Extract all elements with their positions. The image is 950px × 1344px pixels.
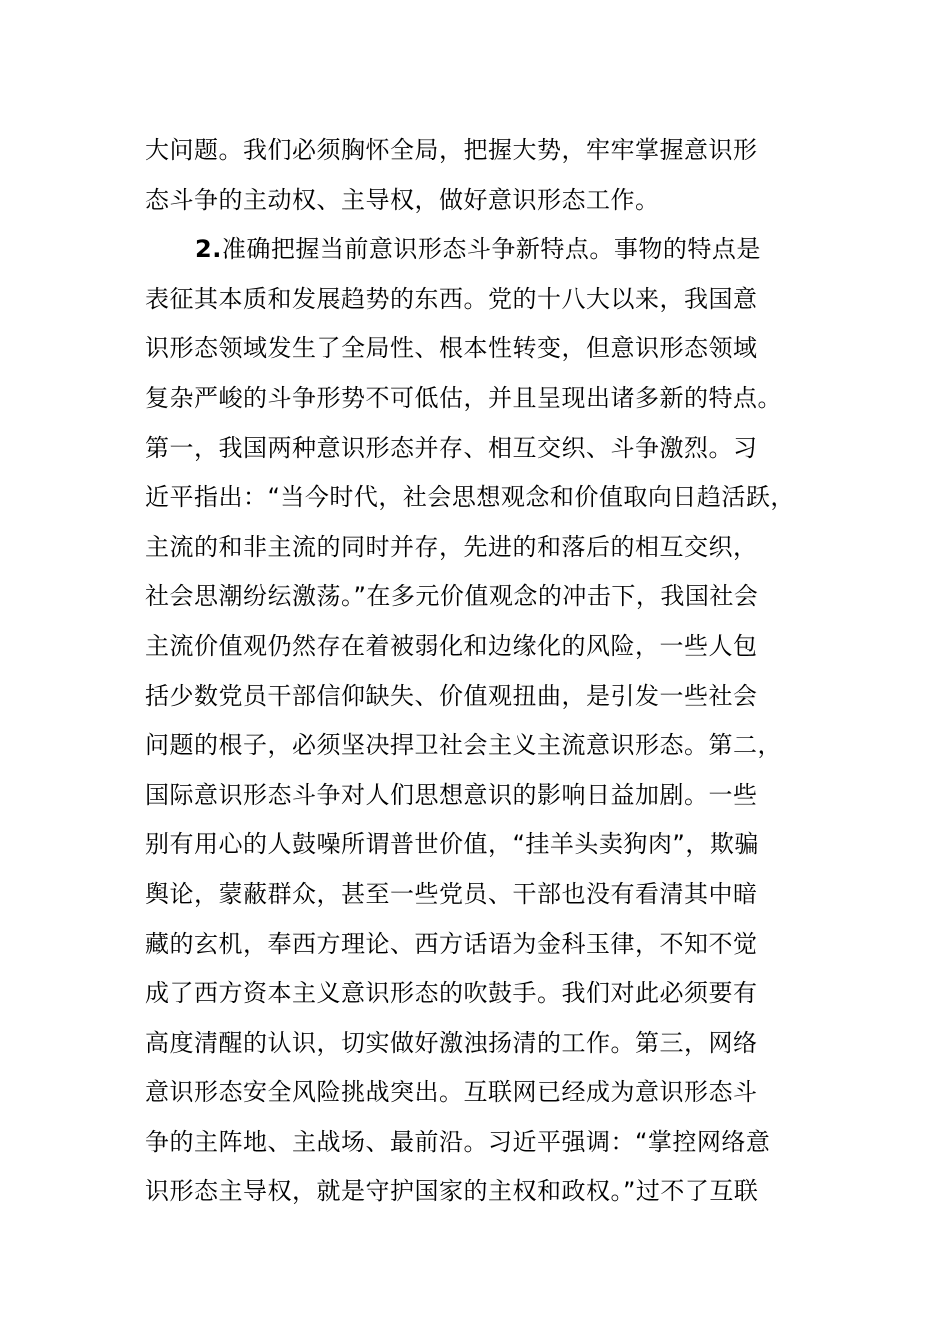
- text-line: 括少数党员干部信仰缺失、价值观扭曲，是引发一些社会: [145, 681, 758, 710]
- text-line: 问题的根子，必须坚决捍卫社会主义主流意识形态。第二，: [145, 731, 782, 760]
- text-line: 态斗争的主动权、主导权，做好意识形态工作。: [145, 185, 660, 214]
- section-heading-line: [145, 225, 845, 275]
- text-line: 第一，我国两种意识形态并存、相互交织、斗争激烈。习: [145, 433, 758, 462]
- body-text: [145, 126, 845, 1217]
- text-line: 意识形态安全风险挑战突出。互联网已经成为意识形态斗: [145, 1078, 758, 1107]
- text-line: 识形态主导权，就是守护国家的主权和政权。”过不了互联: [145, 1177, 759, 1206]
- text-line: 主流价值观仍然存在着被弱化和边缘化的风险，一些人包: [145, 631, 758, 660]
- text-line: 别有用心的人鼓噪所谓普世价值，“挂羊头卖狗肉”，欺骗: [145, 830, 759, 859]
- text-line: 识形态领域发生了全局性、根本性转变，但意识形态领域: [145, 334, 758, 363]
- text-line: 大问题。我们必须胸怀全局，把握大势，牢牢掌握意识形: [145, 136, 758, 164]
- text-line: 近平指出：“当今时代，社会思想观念和价值取向日趋活跃，: [145, 483, 795, 512]
- text-line: 国际意识形态斗争对人们思想意识的影响日益加剧。一些: [145, 780, 758, 809]
- text-line: 社会思潮纷纭激荡。”在多元价值观念的冲击下，我国社会: [145, 582, 759, 611]
- text-line: 成了西方资本主义意识形态的吹鼓手。我们对此必须要有: [145, 979, 758, 1008]
- section-heading-text: 准确把握当前意识形态斗争新特点。事物的特点是: [221, 235, 761, 264]
- text-line: 表征其本质和发展趋势的东西。党的十八大以来，我国意: [145, 284, 758, 313]
- text-line: 藏的玄机，奉西方理论、西方话语为金科玉律，不知不觉: [145, 929, 758, 958]
- text-line: 争的主阵地、主战场、最前沿。习近平强调：“掌控网络意: [145, 1127, 771, 1156]
- text-line: 主流的和非主流的同时并存，先进的和落后的相互交织，: [145, 532, 758, 561]
- text-line: 舆论，蒙蔽群众，甚至一些党员、干部也没有看清其中暗: [145, 879, 758, 908]
- section-number: 2.: [195, 235, 222, 264]
- text-line: 高度清醒的认识，切实做好激浊扬清的工作。第三，网络: [145, 1028, 758, 1057]
- text-line: 复杂严峻的斗争形势不可低估，并且呈现出诸多新的特点。: [145, 383, 782, 412]
